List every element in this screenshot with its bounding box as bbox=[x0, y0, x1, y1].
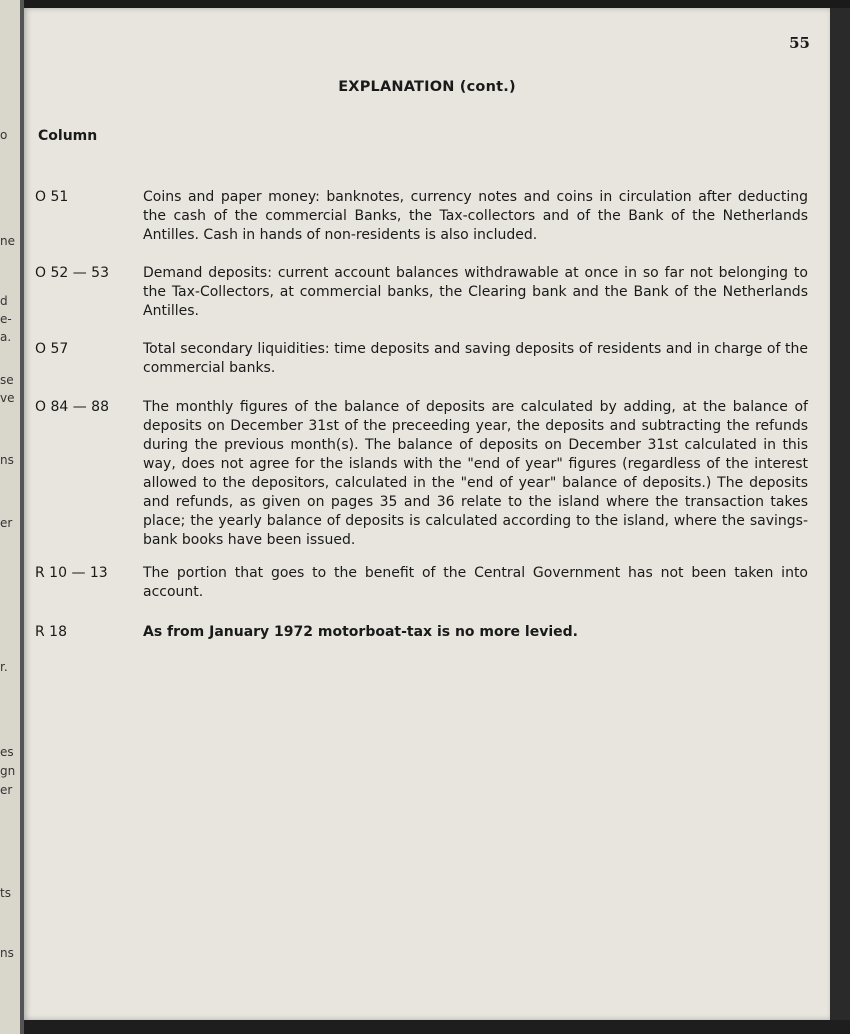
page-edge-right bbox=[830, 8, 850, 1020]
margin-fragment: ne bbox=[0, 234, 15, 248]
margin-fragment: o bbox=[0, 128, 8, 142]
adjacent-page-strip bbox=[0, 0, 22, 1034]
margin-fragment: ns bbox=[0, 946, 14, 960]
entry-text: As from January 1972 motorboat-tax is no more levied. bbox=[143, 624, 578, 640]
entry-code: O 84 — 88 bbox=[35, 399, 109, 415]
entry-text: The monthly figures of the balance of deposits are calculated by adding, at the balance of deposits on December 31st of the preceeding year, the deposits and subtracting the refunds during the previous month(s). The balance of deposits on December 31st calculated in this way, does not agree for the islands with the "end of year" figures (regardless of the interest allowed to the depositors, calculated in the "end of year" balance of deposits.) The deposits and refunds, as given on pages 35 and 36 relate to the island where the transaction takes place; the yearly balance of deposits is calculated according to the island, where the savings-bank books have been issued. bbox=[143, 399, 808, 548]
margin-fragment: ve bbox=[0, 391, 15, 405]
margin-fragment: e- bbox=[0, 312, 12, 326]
margin-fragment: ts bbox=[0, 886, 11, 900]
entry-code: R 18 bbox=[35, 624, 67, 640]
page-number: 55 bbox=[789, 34, 810, 52]
margin-fragment: r. bbox=[0, 660, 8, 674]
column-header: Column bbox=[38, 128, 98, 144]
margin-fragment: se bbox=[0, 373, 14, 387]
document-page bbox=[24, 8, 830, 1020]
entry-text: Demand deposits: current account balances withdrawable at once in so far not belonging to the Tax-Collectors, at commercial banks, the Clearing bank and the Bank of the Netherlands Antilles. bbox=[143, 265, 808, 319]
margin-fragment: ns bbox=[0, 453, 14, 467]
margin-fragment: a. bbox=[0, 330, 12, 344]
margin-fragment: gn bbox=[0, 764, 16, 778]
entry-code: R 10 — 13 bbox=[35, 565, 108, 581]
entry-text: Total secondary liquidities: time deposits and saving deposits of residents and in charge of the commercial banks. bbox=[143, 341, 808, 376]
entry-code: O 57 bbox=[35, 341, 69, 357]
page-title: EXPLANATION (cont.) bbox=[338, 79, 516, 95]
margin-fragment: er bbox=[0, 516, 13, 530]
entry-code: O 51 bbox=[35, 189, 69, 205]
entry-code: O 52 — 53 bbox=[35, 265, 109, 281]
entry-text: The portion that goes to the benefit of the Central Government has not been taken into account. bbox=[143, 565, 808, 600]
margin-fragment: es bbox=[0, 745, 14, 759]
page-edge-bottom bbox=[24, 1020, 850, 1034]
entry-text: Coins and paper money: banknotes, currency notes and coins in circulation after deducting the cash of the commercial Banks, the Tax-collectors and of the Bank of the Netherlands Antilles. Cash in hands of non-residents is also included. bbox=[143, 189, 808, 243]
margin-fragment: d bbox=[0, 294, 8, 308]
margin-fragment: er bbox=[0, 783, 13, 797]
